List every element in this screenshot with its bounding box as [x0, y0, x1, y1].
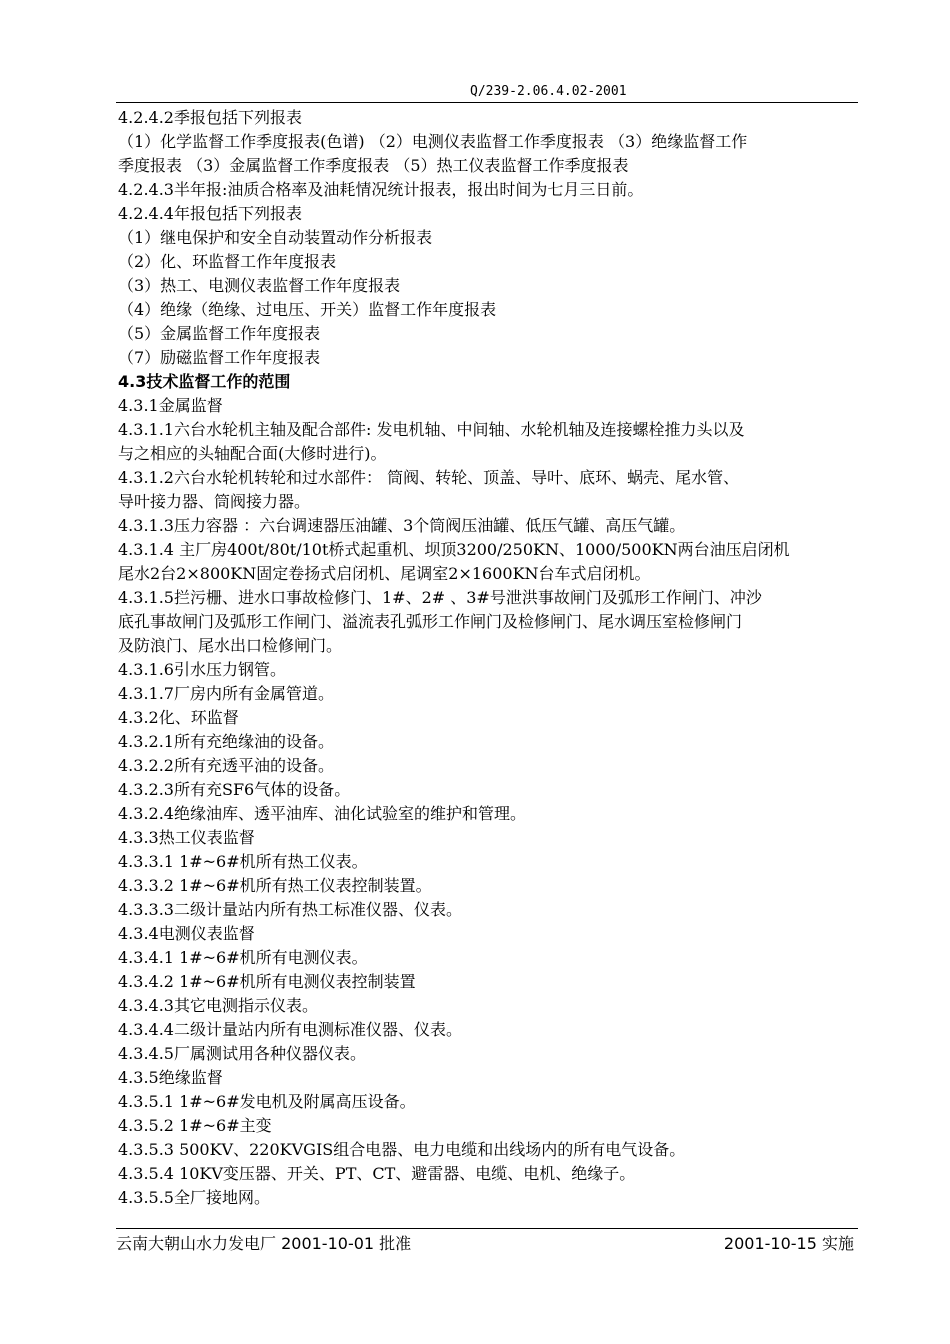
text-line: 4.3.4.2 1#~6#机所有电测仪表控制装置: [118, 972, 416, 991]
text-line: 导叶接力器、筒阀接力器。: [118, 492, 311, 511]
text-line: 4.2.4.3半年报:油质合格率及油耗情况统计报表，报出时间为七月三日前。: [118, 180, 644, 199]
text-line: 4.3.2.4绝缘油库、透平油库、油化试验室的维护和管理。: [118, 804, 526, 823]
text-line: 4.3.5.3 500KV、220KVGIS组合电器、电力电缆和出线场内的所有电气设备。: [118, 1140, 686, 1159]
text-line: 4.3.1.6引水压力钢管。: [118, 660, 286, 679]
text-line: 与之相应的头轴配合面(大修时进行)。: [118, 444, 387, 463]
text-line: 季度报表 （3）金属监督工作季度报表 （5）热工仪表监督工作季度报表: [118, 156, 629, 175]
text-line: （5）金属监督工作年度报表: [118, 324, 321, 343]
text-line: 4.3.2化、环监督: [118, 708, 239, 727]
text-line: （2）化、环监督工作年度报表: [118, 252, 337, 271]
approval-note: 云南大朝山水力发电厂 2001-10-01 批准: [116, 1234, 412, 1253]
text-line: 4.3.3.2 1#~6#机所有热工仪表控制装置。: [118, 876, 432, 895]
text-line: 4.3.1.7厂房内所有金属管道。: [118, 684, 334, 703]
text-line: 4.3.5.1 1#~6#发电机及附属高压设备。: [118, 1092, 416, 1111]
text-line: （3）热工、电测仪表监督工作年度报表: [118, 276, 401, 295]
text-line: 4.3.1.1六台水轮机主轴及配合部件: 发电机轴、中间轴、水轮机轴及连接螺栓推力头以及: [118, 420, 745, 439]
text-line: （7）励磁监督工作年度报表: [118, 348, 321, 367]
text-line: 4.3.2.1所有充绝缘油的设备。: [118, 732, 334, 751]
text-line: 尾水2台2×800KN固定卷扬式启闭机、尾调室2×1600KN台车式启闭机。: [118, 564, 651, 583]
text-line: 4.3.4电测仪表监督: [118, 924, 255, 943]
text-line: 4.3.4.5厂属测试用各种仪器仪表。: [118, 1044, 366, 1063]
text-line: 4.3.1.5拦污栅、进水口事故检修门、1#、2# 、3#号泄洪事故闸门及弧形工作闸门、冲沙: [118, 588, 762, 607]
text-line: 4.3.1.3压力容器 ：六台调速器压油罐、3个筒阀压油罐、低压气罐、高压气罐。: [118, 516, 686, 535]
text-line: 4.3.3热工仪表监督: [118, 828, 255, 847]
text-line: 4.3.3.3二级计量站内所有热工标准仪器、仪表。: [118, 900, 462, 919]
footer-divider: [116, 1228, 858, 1229]
section-heading: 4.3技术监督工作的范围: [118, 372, 291, 391]
text-line: 4.3.5绝缘监督: [118, 1068, 223, 1087]
text-line: 4.3.5.4 10KV变压器、开关、PT、CT、避雷器、电缆、电机、绝缘子。: [118, 1164, 636, 1183]
implementation-note: 2001-10-15 实施: [723, 1234, 854, 1253]
document-body: [118, 106, 878, 1210]
text-line: 4.3.4.3其它电测指示仪表。: [118, 996, 318, 1015]
text-line: 及防浪门、尾水出口检修闸门。: [118, 636, 343, 655]
text-line: 4.2.4.2季报包括下列报表: [118, 108, 302, 127]
text-line: 4.3.4.4二级计量站内所有电测标准仪器、仪表。: [118, 1020, 462, 1039]
text-line: 4.3.1.2六台水轮机转轮和过水部件： 筒阀、转轮、顶盖、导叶、底环、蜗壳、尾水管、: [118, 468, 740, 487]
text-line: 4.3.5.2 1#~6#主变: [118, 1116, 272, 1135]
text-line: 4.3.4.1 1#~6#机所有电测仪表。: [118, 948, 368, 967]
text-line: 4.3.5.5全厂接地网。: [118, 1188, 270, 1207]
text-line: 4.3.3.1 1#~6#机所有热工仪表。: [118, 852, 368, 871]
document-code: Q/239-2.06.4.02-2001: [470, 84, 627, 99]
text-line: 4.3.2.3所有充SF6气体的设备。: [118, 780, 351, 799]
text-line: （1）继电保护和安全自动装置动作分析报表: [118, 228, 433, 247]
text-line: 4.3.1金属监督: [118, 396, 223, 415]
text-line: 4.2.4.4年报包括下列报表: [118, 204, 302, 223]
text-line: （4）绝缘（绝缘、过电压、开关）监督工作年度报表: [118, 300, 497, 319]
header-divider: [116, 102, 858, 103]
text-line: （1）化学监督工作季度报表(色谱) （2）电测仪表监督工作季度报表 （3）绝缘监督工作: [118, 132, 748, 151]
text-line: 4.3.2.2所有充透平油的设备。: [118, 756, 334, 775]
text-line: 底孔事故闸门及弧形工作闸门、溢流表孔弧形工作闸门及检修闸门、尾水调压室检修闸门: [118, 612, 743, 631]
text-line: 4.3.1.4 主厂房400t/80t/10t桥式起重机、坝顶3200/250KN、1000/500KN两台油压启闭机: [118, 540, 790, 559]
